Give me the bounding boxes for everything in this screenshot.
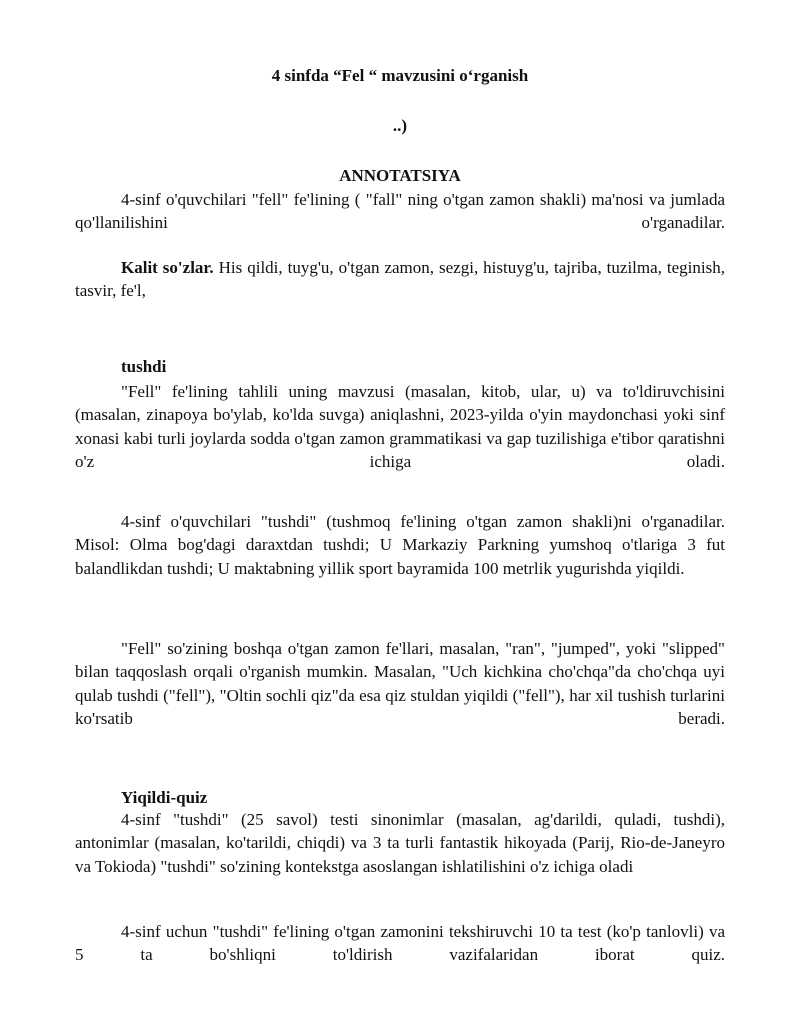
section1-paragraph-2: 4-sinf o'quvchilari "tushdi" (tushmoq fe'lining o'tgan zamon shakli)ni o'rganadilar. Misol: Olma bog'dagi daraxtdan tushdi; U Markaziy Parkning yumshoq o'tlariga 3 fut balandlikdan tushdi; U maktabning yillik sport bayramida 100 metrlik yugurishda yiqildi. (75, 512, 725, 578)
section-heading-tushdi: tushdi (121, 357, 167, 376)
keywords-label: Kalit so'zlar. (121, 258, 214, 277)
section1-paragraph-1: "Fell" fe'lining tahlili uning mavzusi (masalan, kitob, ular, u) va to'ldiruvchisini (masalan, zinapoya bo'ylab, ko'lda suvga) aniqlashni, 2023-yilda o'yin maydonchasi yoki sinf xonasi kabi turli joylarda sodda o'tgan zamon grammatikasi va gap tuzilishiga e'tibor qaratishni o'z ichiga oladi. (75, 382, 725, 471)
annotation-heading: ANNOTATSIYA (339, 166, 461, 185)
section2-paragraph-2: 4-sinf uchun "tushdi" fe'lining o'tgan zamonini tekshiruvchi 10 ta test (ko'p tanlovli) va 5 ta bo'shliqni to'ldirish vazifalaridan iborat quiz. (75, 922, 725, 965)
section2-paragraph-1: 4-sinf "tushdi" (25 savol) testi sinonimlar (masalan, ag'darildi, quladi, tushdi), antonimlar (masalan, ko'tarildi, chiqdi) va 3 ta turli fantastik hikoyada (Parij, Rio-de-Janeyro va Tokioda) "tushdi" so'zining kontekstga asoslangan ishlatilishini o'z ichiga oladi (75, 810, 725, 876)
keywords-paragraph (75, 256, 725, 303)
document-subtitle: ..) (392, 116, 408, 135)
annotation-text: 4-sinf o'quvchilari "fell" fe'lining ( "fall" ning o'tgan zamon shakli) ma'nosi va jumlada qo'llanilishini o'rganadilar. (75, 190, 725, 233)
section1-paragraph-3: "Fell" so'zining boshqa o'tgan zamon fe'llari, masalan, "ran", "jumped", yoki "slipped" bilan taqqoslash orqali o'rganish mumkin. Masalan, "Uch kichkina cho'chqa"da cho'chqa uyi qulab tushdi ("fell"), "Oltin sochli qiz"da esa qiz stuldan yiqildi ("fell"), har xil tushish turlarini ko'rsatib beradi. (75, 639, 725, 728)
document-title: 4 sinfda “Fel “ mavzusini o‘rganish (271, 66, 529, 85)
keywords-text: His qildi, tuyg'u, o'tgan zamon, sezgi, histuyg'u, tajriba, tuzilma, teginish, tasvir, fe'l, (75, 258, 725, 301)
section-heading-quiz: Yiqildi-quiz (121, 788, 208, 807)
